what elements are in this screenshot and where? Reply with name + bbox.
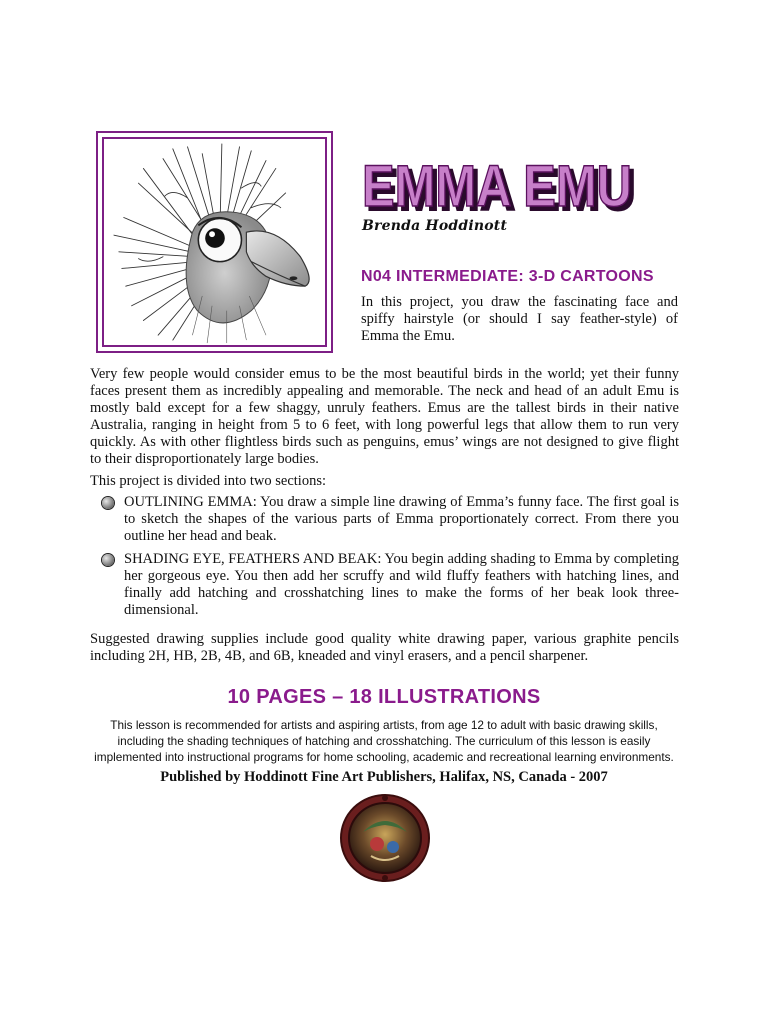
description-paragraph: Very few people would consider emus to be the most beautiful birds in the world; yet their funny faces present them as incredibly appealing and memorable. The neck and head of an adult Emu is mostly bald except for a few shaggy, unruly feathers. Emus are the tallest birds in their native Australia, ranging in height from 5 to 6 feet, with long powerful legs that allow them to run very quickly. As with other flightless birds such as penguins, emus’ wings are not designed to give flight to their disproportionately large bodies. — [90, 366, 679, 467]
section-text: SHADING EYE, FEATHERS AND BEAK: You begin adding shading to Emma by completing her gorgeous eye. You then add her scruffy and wild fluffy feathers with hatching lines, and finally add hatching and crosshatching lines to make the forms of her beak look three-dimensional. — [124, 551, 680, 618]
intro-paragraph: In this project, you draw the fascinating face and spiffy hairstyle (or should I say feather-style) of Emma the Emu. — [361, 294, 678, 344]
publisher-line: Published by Hoddinott Fine Art Publishers, Halifax, NS, Canada - 2007 — [160, 769, 608, 785]
sections-intro: This project is divided into two sections: — [90, 473, 327, 489]
recommendation-line: implemented into instructional programs for home schooling, academic and recreational learning environments. — [94, 750, 674, 764]
lesson-subtitle: N04 INTERMEDIATE: 3-D CARTOONS — [361, 268, 654, 285]
supplies-paragraph: Suggested drawing supplies include good quality white drawing paper, various graphite pencils including 2H, HB, 2B, 4B, and 6B, kneaded and vinyl erasers, and a pencil sharpener. — [90, 631, 679, 664]
list-item — [100, 494, 679, 545]
list-item — [100, 551, 679, 619]
section-text: OUTLINING EMMA: You draw a simple line drawing of Emma’s funny face. The first goal is to sketch the shapes of the various parts of Emma proportionately correct. From there you outline her head and beak. — [124, 494, 679, 544]
author-signature: Brenda Hoddinott — [362, 218, 508, 234]
pages-heading: 10 PAGES – 18 ILLUSTRATIONS — [227, 686, 541, 708]
bullet-icon — [102, 554, 114, 566]
recommendation-line: This lesson is recommended for artists and aspiring artists, from age 12 to adult with basic drawing skills, — [110, 718, 658, 732]
round-seal-logo-icon — [337, 792, 433, 884]
page-title: EMMA EMU — [362, 154, 632, 219]
recommendation-line: including the shading techniques of hatching and crosshatching. The curriculum of this lesson is easily — [117, 734, 651, 748]
title-logo — [358, 150, 648, 220]
emu-illustration — [102, 137, 327, 347]
recommendation-text — [84, 717, 684, 765]
emu-illustration-frame — [96, 131, 333, 353]
sections-list — [100, 494, 679, 625]
bullet-icon — [102, 497, 114, 509]
page-title-shadow: EMMA EMU — [366, 158, 636, 220]
publisher-seal — [337, 792, 433, 884]
emu-drawing-icon — [104, 139, 325, 345]
